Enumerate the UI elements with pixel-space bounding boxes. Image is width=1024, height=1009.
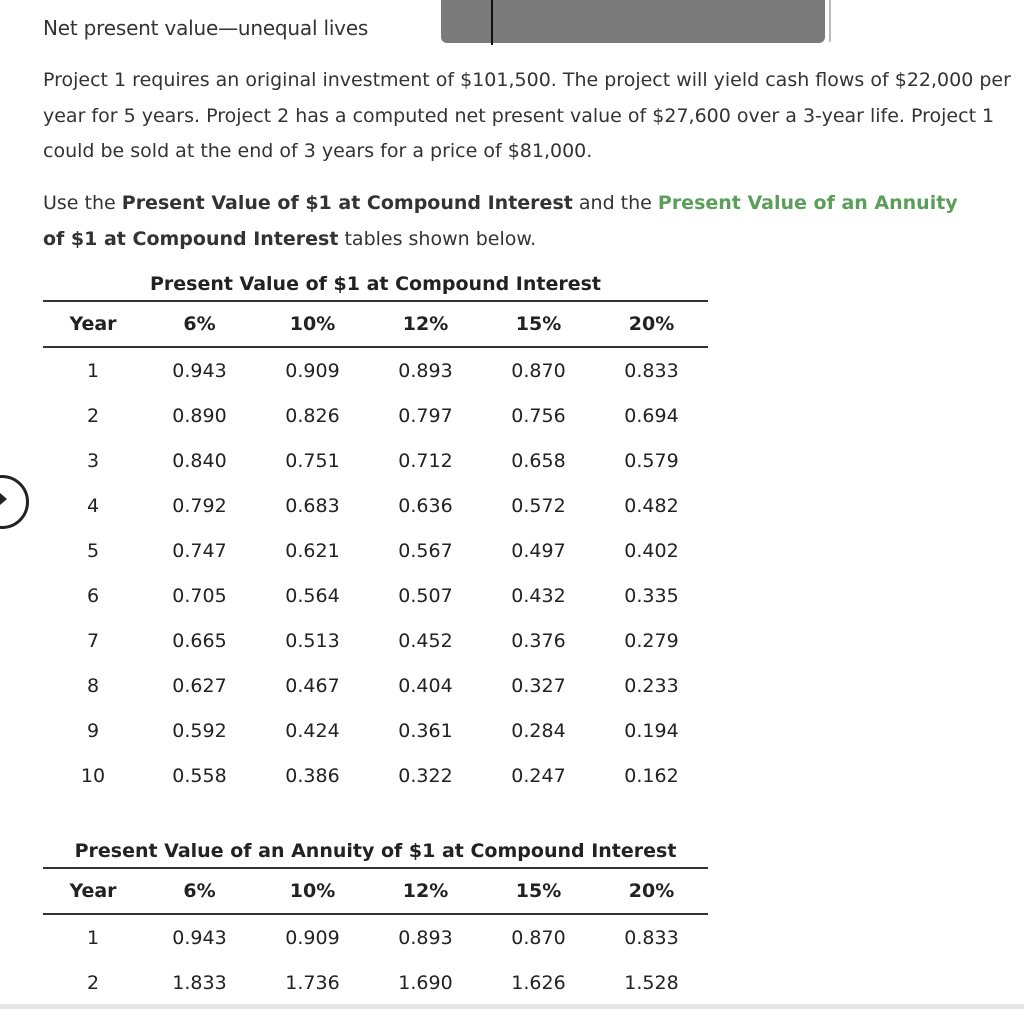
problem-statement: Project 1 requires an original investment of $101,500. The project will yield cash flows of $22,000 per year for 5 years. Project 2 has a computed net present value of $27,600 over a 3-year life. Project 1 could be sold at the end of 3 years for a price of $81,000. (43, 69, 1011, 162)
annuity-table-body (43, 914, 708, 1005)
table-row (43, 753, 708, 798)
factor-cell: 0.361 (398, 719, 453, 742)
factor-cell: 0.621 (285, 539, 340, 562)
factor-cell: 0.482 (624, 494, 679, 517)
column-header: 20% (628, 313, 675, 335)
instructions-pre: Use the (43, 192, 122, 214)
factor-cell: 0.402 (624, 539, 679, 562)
table-row (43, 347, 708, 393)
year-cell: 1 (86, 359, 100, 382)
factor-cell: 0.247 (511, 764, 566, 787)
factor-cell: 0.376 (511, 629, 566, 652)
annuity-table-reference: of $1 at Compound Interest (43, 227, 339, 250)
year-cell: 10 (80, 764, 106, 787)
factor-cell: 0.507 (398, 584, 453, 607)
header-toolbar (441, 0, 825, 43)
factor-cell: 0.558 (172, 764, 227, 787)
annuity-table-section (43, 835, 708, 1005)
factor-cell: 0.335 (624, 584, 679, 607)
pv-table-header-row (43, 301, 708, 347)
factor-cell: 0.513 (285, 629, 340, 652)
factor-cell: 0.909 (285, 359, 340, 382)
table-row (43, 960, 708, 1005)
annuity-table-header-row (43, 868, 708, 914)
factor-cell: 0.497 (511, 539, 566, 562)
year-cell: 5 (86, 539, 100, 562)
factor-cell: 0.579 (624, 449, 679, 472)
factor-cell: 0.572 (511, 494, 566, 517)
toolbar-divider (491, 0, 493, 45)
year-cell: 2 (86, 404, 100, 427)
factor-cell: 0.751 (285, 449, 340, 472)
factor-cell: 0.567 (398, 539, 453, 562)
factor-cell: 0.826 (285, 404, 340, 427)
factor-cell: 0.890 (172, 404, 227, 427)
pv-table-body (43, 347, 708, 798)
factor-cell: 0.694 (624, 404, 679, 427)
year-cell: 8 (86, 674, 100, 697)
factor-cell: 0.665 (172, 629, 227, 652)
factor-cell: 0.683 (285, 494, 340, 517)
column-header: 10% (289, 313, 336, 335)
pv-table (43, 300, 708, 798)
page-title: Net present value—unequal lives (43, 16, 369, 40)
factor-cell: 1.528 (624, 971, 679, 994)
factor-cell: 0.162 (624, 764, 679, 787)
factor-cell: 0.792 (172, 494, 227, 517)
factor-cell: 0.943 (172, 359, 227, 382)
bottom-divider (0, 1004, 1024, 1009)
factor-cell: 0.404 (398, 674, 453, 697)
instructions (43, 186, 1011, 257)
factor-cell: 0.705 (172, 584, 227, 607)
factor-cell: 0.658 (511, 449, 566, 472)
annuity-table-link[interactable]: Present Value of an Annuity (657, 192, 958, 214)
table-row (43, 483, 708, 528)
factor-cell: 0.386 (285, 764, 340, 787)
column-header: Year (69, 313, 117, 335)
factor-cell: 0.870 (511, 926, 566, 949)
factor-cell: 0.893 (398, 926, 453, 949)
column-header: 15% (515, 880, 562, 902)
factor-cell: 0.452 (398, 629, 453, 652)
play-arrow-icon (0, 493, 7, 505)
factor-cell: 1.736 (285, 971, 340, 994)
column-header: 12% (402, 313, 449, 335)
table-row (43, 528, 708, 573)
factor-cell: 0.833 (624, 359, 679, 382)
factor-cell: 0.432 (511, 584, 566, 607)
column-header: 6% (183, 313, 216, 335)
pv-table-section (43, 268, 708, 798)
pv-table-reference: Present Value of $1 at Compound Interest (121, 192, 573, 214)
factor-cell: 0.467 (285, 674, 340, 697)
instructions-post: tables shown below. (338, 227, 537, 250)
table-row (43, 708, 708, 753)
table-row (43, 393, 708, 438)
column-header: 12% (402, 880, 449, 902)
column-header: 20% (628, 880, 675, 902)
column-header: 15% (515, 313, 562, 335)
factor-cell: 0.840 (172, 449, 227, 472)
factor-cell: 0.893 (398, 359, 453, 382)
factor-cell: 0.909 (285, 926, 340, 949)
year-cell: 1 (86, 926, 100, 949)
year-cell: 3 (86, 449, 100, 472)
instructions-mid: and the (572, 192, 658, 214)
factor-cell: 1.833 (172, 971, 227, 994)
factor-cell: 0.327 (511, 674, 566, 697)
year-cell: 6 (86, 584, 100, 607)
factor-cell: 0.636 (398, 494, 453, 517)
table-row (43, 438, 708, 483)
factor-cell: 0.284 (511, 719, 566, 742)
column-header: Year (69, 880, 117, 902)
pv-table-caption: Present Value of $1 at Compound Interest (149, 273, 602, 295)
table-row (43, 663, 708, 708)
factor-cell: 0.756 (511, 404, 566, 427)
factor-cell: 0.943 (172, 926, 227, 949)
year-cell: 4 (86, 494, 100, 517)
factor-cell: 0.279 (624, 629, 679, 652)
column-header: 10% (289, 880, 336, 902)
factor-cell: 1.626 (511, 971, 566, 994)
table-row (43, 618, 708, 663)
factor-cell: 0.712 (398, 449, 453, 472)
year-cell: 2 (86, 971, 100, 994)
toolbar-divider-right (829, 0, 831, 42)
annuity-table-caption: Present Value of an Annuity of $1 at Compound Interest (74, 840, 677, 862)
factor-cell: 0.233 (624, 674, 679, 697)
factor-cell: 0.870 (511, 359, 566, 382)
factor-cell: 0.322 (398, 764, 453, 787)
factor-cell: 0.564 (285, 584, 340, 607)
factor-cell: 1.690 (398, 971, 453, 994)
factor-cell: 0.833 (624, 926, 679, 949)
factor-cell: 0.797 (398, 404, 453, 427)
factor-cell: 0.627 (172, 674, 227, 697)
factor-cell: 0.747 (172, 539, 227, 562)
factor-cell: 0.424 (285, 719, 340, 742)
table-row (43, 914, 708, 960)
column-header: 6% (183, 880, 216, 902)
factor-cell: 0.592 (172, 719, 227, 742)
annuity-table (43, 867, 708, 1005)
table-row (43, 573, 708, 618)
year-cell: 9 (86, 719, 100, 742)
year-cell: 7 (86, 629, 100, 652)
factor-cell: 0.194 (624, 719, 679, 742)
